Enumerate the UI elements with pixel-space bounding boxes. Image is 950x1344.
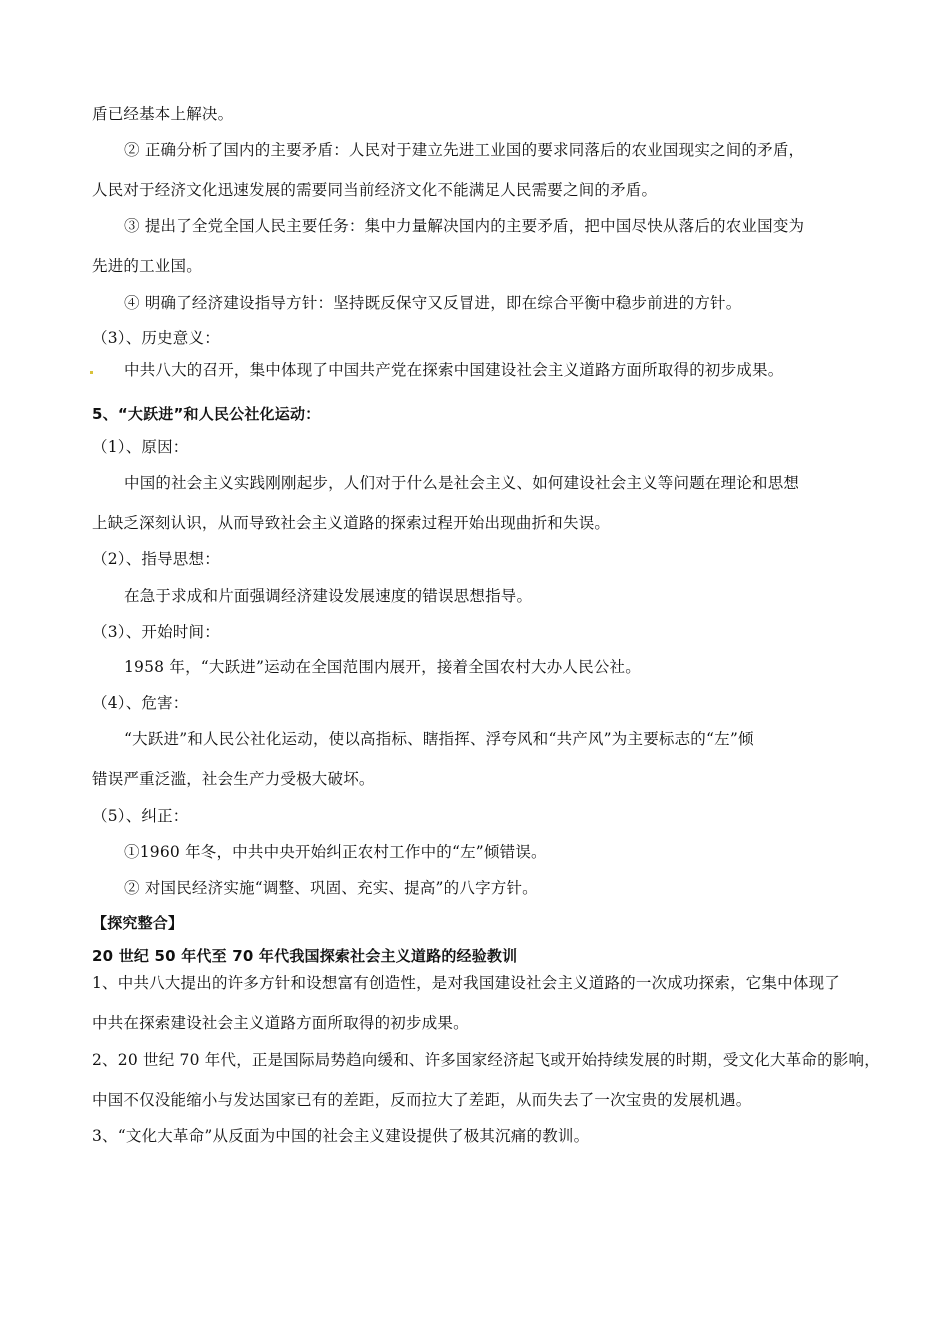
section-heading: （5）、纠正： xyxy=(92,807,189,825)
text-line: 人民对于经济文化迅速发展的需要同当前经济文化不能满足人民需要之间的矛盾。 xyxy=(92,181,658,199)
marker-dot xyxy=(90,371,93,374)
section-heading: （3）、开始时间： xyxy=(92,623,220,641)
text-line: 先进的工业国。 xyxy=(92,257,202,275)
section-heading: （1）、原因： xyxy=(92,438,189,456)
text-line: 2、20 世纪 70 年代，正是国际局势趋向缓和、许多国家经济起飞或开始持续发展的时期，受文化大革命的影响， xyxy=(92,1051,880,1069)
text-line: 1、中共八大提出的许多方针和设想富有创造性，是对我国建设社会主义道路的一次成功探索，它集中体现了 xyxy=(92,974,840,992)
text-line: ③ 提出了全党全国人民主要任务：集中力量解决国内的主要矛盾，把中国尽快从落后的农业国变为 xyxy=(124,217,805,235)
section-title: 5、“大跃进”和人民公社化运动： xyxy=(92,405,321,423)
text-line: 3、“文化大革命”从反面为中国的社会主义建设提供了极其沉痛的教训。 xyxy=(92,1127,590,1145)
text-line: 中国不仅没能缩小与发达国家已有的差距，反而拉大了差距，从而失去了一次宝贵的发展机遇。 xyxy=(92,1091,752,1109)
section-heading: （4）、危害： xyxy=(92,694,189,712)
text-line: “大跃进”和人民公社化运动，使以高指标、瞎指挥、浮夸风和“共产风”为主要标志的“左”倾 xyxy=(124,730,754,748)
text-line: 在急于求成和片面强调经济建设发展速度的错误思想指导。 xyxy=(124,587,533,605)
text-line: 盾已经基本上解决。 xyxy=(92,105,234,123)
text-line: 错误严重泛滥，社会生产力受极大破坏。 xyxy=(92,770,375,788)
text-line: ④ 明确了经济建设指导方针：坚持既反保守又反冒进，即在综合平衡中稳步前进的方针。 xyxy=(124,294,742,312)
text-line: 中国的社会主义实践刚刚起步，人们对于什么是社会主义、如何建设社会主义等问题在理论和思想 xyxy=(124,474,800,492)
text-line: 上缺乏深刻认识，从而导致社会主义道路的探索过程开始出现曲折和失误。 xyxy=(92,514,611,532)
text-line: ② 正确分析了国内的主要矛盾：人民对于建立先进工业国的要求同落后的农业国现实之间的矛盾， xyxy=(124,141,805,159)
section-heading: （3）、历史意义： xyxy=(92,329,220,347)
section-title: 【探究整合】 xyxy=(92,914,184,932)
section-title: 20 世纪 50 年代至 70 年代我国探索社会主义道路的经验教训 xyxy=(92,947,518,965)
text-line: ② 对国民经济实施“调整、巩固、充实、提高”的八字方针。 xyxy=(124,879,538,897)
text-line: 中共在探索建设社会主义道路方面所取得的初步成果。 xyxy=(92,1014,469,1032)
text-line: ①1960 年冬，中共中央开始纠正农村工作中的“左”倾错误。 xyxy=(124,843,547,861)
text-line: 1958 年，“大跃进”运动在全国范围内展开，接着全国农村大办人民公社。 xyxy=(124,658,641,676)
section-heading: （2）、指导思想： xyxy=(92,550,220,568)
text-line: 中共八大的召开，集中体现了中国共产党在探索中国建设社会主义道路方面所取得的初步成果。 xyxy=(124,361,784,379)
